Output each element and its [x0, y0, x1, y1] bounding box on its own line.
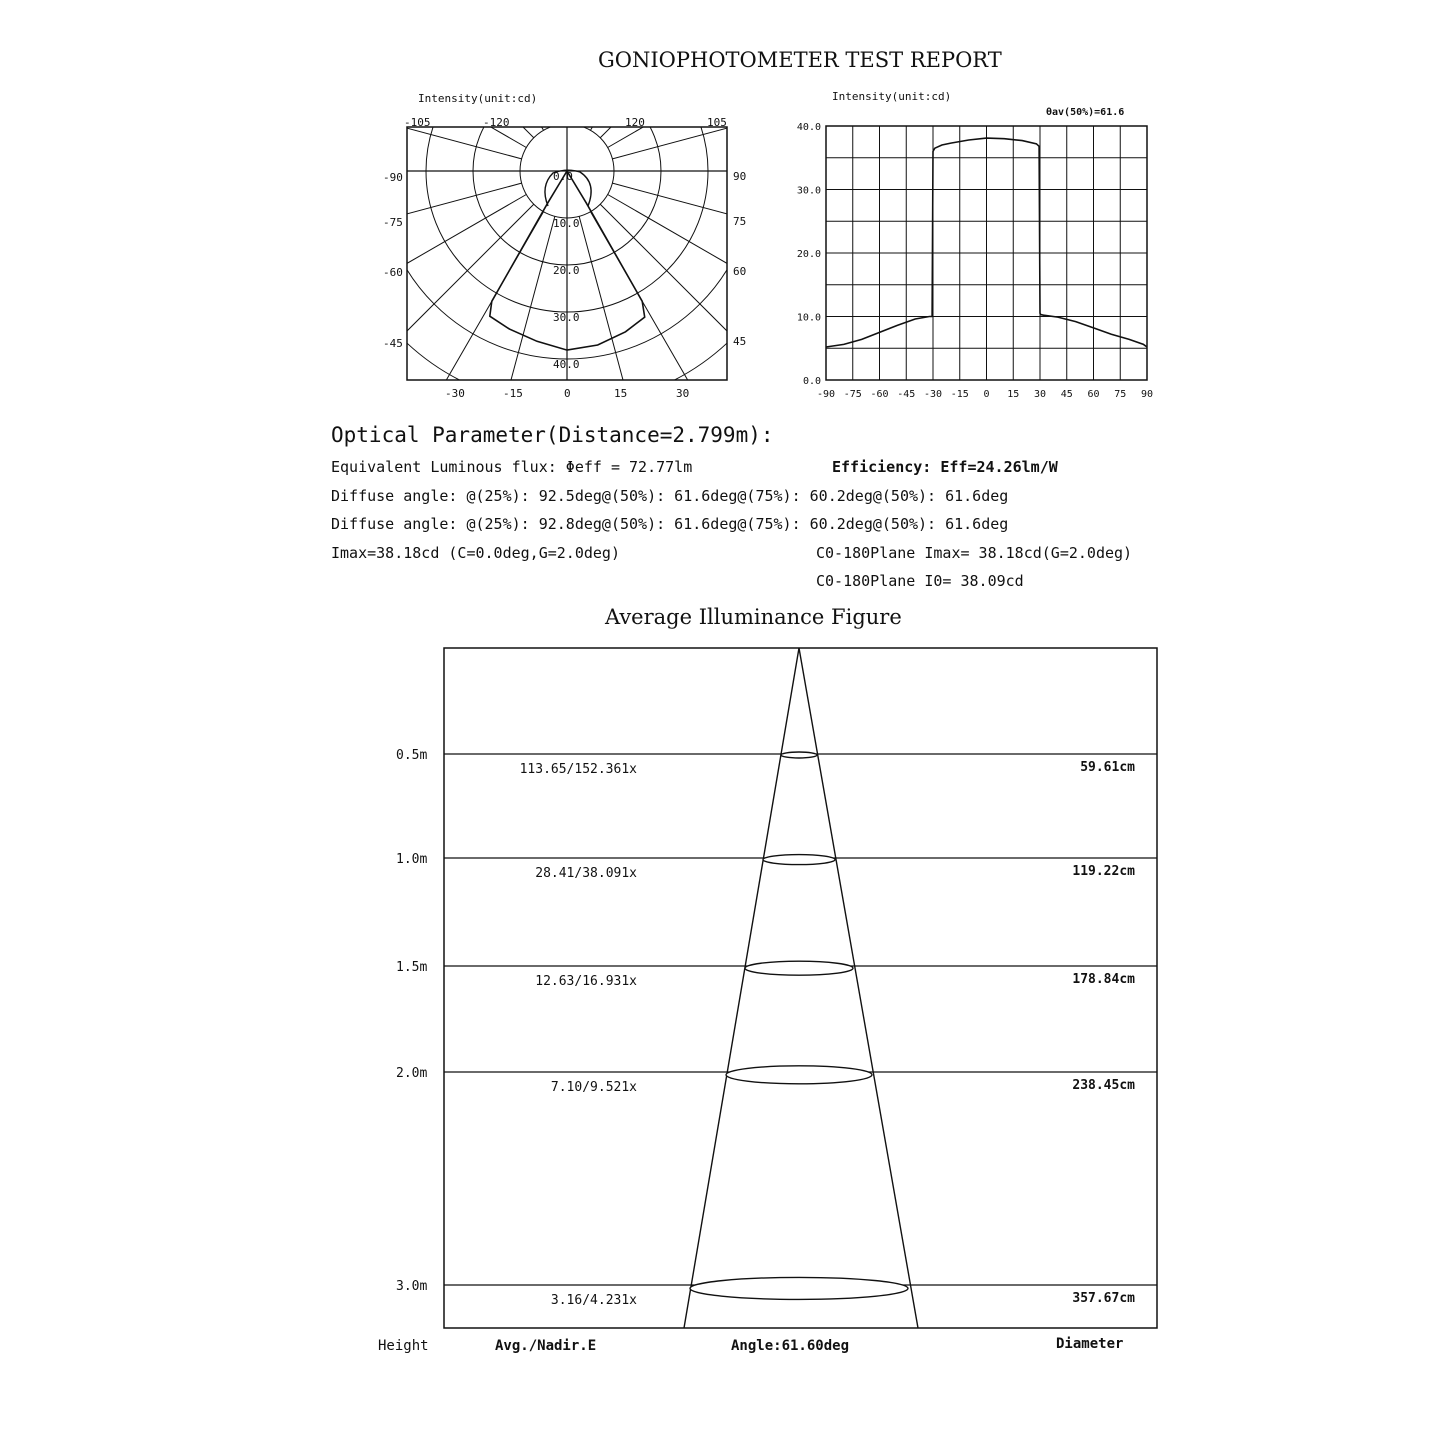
x-tick-label: -75 [843, 389, 862, 400]
illuminance-ellipse [690, 1277, 908, 1299]
diameter-value: 119.22cm [1072, 864, 1135, 879]
avg-nadir-value: 7.10/9.521x [550, 1080, 637, 1095]
diameter-value: 59.61cm [1080, 760, 1135, 775]
y-tick-label: 10.0 [796, 312, 821, 324]
diameter-value: 357.67cm [1072, 1291, 1135, 1306]
avg-nadir-value: 3.16/4.231x [550, 1293, 637, 1308]
avg-nadir-value: 28.41/38.091x [535, 866, 637, 881]
x-tick-label: -60 [870, 389, 889, 400]
polar-top-label: 120 [625, 116, 645, 129]
polar-left-label: -45 [383, 337, 403, 350]
polar-left-label: -60 [383, 266, 403, 279]
cone-right-edge [799, 648, 918, 1328]
x-tick-label: -30 [923, 389, 943, 400]
diameter-value: 238.45cm [1072, 1078, 1135, 1093]
footer-diameter-label: Diameter [1056, 1336, 1124, 1352]
polar-radial-label: 10.0 [553, 217, 580, 230]
height-label: 3.0m [396, 1279, 428, 1294]
polar-top-label: 105 [707, 116, 727, 129]
illuminance-ellipse [781, 752, 817, 758]
illuminance-ellipse [745, 961, 853, 975]
x-tick-label: -45 [897, 389, 916, 400]
polar-top-label: -120 [483, 116, 510, 129]
cone-left-edge [684, 648, 799, 1328]
plane-i0-line: C0-180Plane I0= 38.09cd [816, 572, 1024, 590]
x-tick-label: 45 [1060, 389, 1073, 400]
diffuse-angle-line-2: Diffuse angle: @(25%): 92.8deg@(50%): 61.6deg@(75%): 60.2deg@(50%): 61.6deg [331, 515, 1009, 533]
polar-radial-label: 20.0 [553, 264, 580, 277]
height-label: 1.5m [396, 960, 428, 975]
x-tick-label: 90 [1140, 389, 1154, 400]
polar-right-label: 45 [733, 335, 747, 348]
y-tick-label: 30.0 [796, 185, 821, 197]
polar-bottom-label: 0 [564, 387, 571, 400]
line-chart-title: Intensity(unit:cd) [832, 90, 952, 103]
polar-bottom-label: 15 [614, 387, 628, 400]
optical-heading: Optical Parameter(Distance=2.799m): [331, 423, 774, 447]
height-label: 1.0m [396, 852, 428, 867]
polar-right-label: 90 [733, 170, 747, 183]
y-tick-label: 20.0 [796, 249, 821, 260]
polar-radial-label: 40.0 [553, 358, 580, 371]
y-tick-label: 40.0 [796, 122, 821, 133]
polar-bottom-label: -15 [503, 387, 523, 400]
y-tick-label: 0.0 [802, 376, 821, 387]
illuminance-title: Average Illuminance Figure [605, 605, 902, 629]
diameter-value: 178.84cm [1072, 972, 1135, 987]
x-tick-label: 0 [983, 389, 990, 400]
imax-line: Imax=38.18cd (C=0.0deg,G=2.0deg) [331, 544, 620, 562]
report-title: GONIOPHOTOMETER TEST REPORT [598, 48, 1002, 72]
x-tick-label: 30 [1033, 389, 1047, 400]
polar-bottom-label: 30 [676, 387, 690, 400]
x-tick-label: 15 [1007, 389, 1020, 400]
x-tick-label: -90 [816, 389, 836, 400]
diffuse-angle-line-1: Diffuse angle: @(25%): 92.5deg@(50%): 61.6deg@(75%): 60.2deg@(50%): 61.6deg [331, 487, 1009, 505]
polar-right-label: 75 [733, 215, 747, 228]
polar-radial-label: 30.0 [553, 311, 580, 324]
illuminance-ellipse [726, 1066, 872, 1084]
polar-top-label: -105 [404, 116, 431, 129]
beam-angle-annotation: θav(50%)=61.6 [1046, 107, 1125, 118]
polar-right-label: 60 [733, 265, 747, 278]
polar-chart-title: Intensity(unit:cd) [418, 92, 538, 105]
polar-bottom-label: -30 [445, 387, 465, 400]
footer-avg-label: Avg./Nadir.E [495, 1338, 597, 1354]
polar-left-label: -75 [383, 216, 403, 229]
illuminance-ellipse [763, 855, 835, 865]
height-label: 0.5m [396, 748, 428, 763]
polar-radial-label: 0.0 [553, 170, 573, 183]
luminous-flux-line: Equivalent Luminous flux: Φeff = 72.77lm [331, 458, 693, 476]
efficiency-line: Efficiency: Eff=24.26lm/W [832, 458, 1058, 476]
x-tick-label: -15 [950, 389, 969, 400]
x-tick-label: 75 [1114, 389, 1127, 400]
height-label: 2.0m [396, 1066, 428, 1081]
x-tick-label: 60 [1087, 389, 1100, 400]
avg-nadir-value: 12.63/16.931x [535, 974, 637, 989]
footer-angle-label: Angle:61.60deg [731, 1338, 850, 1354]
avg-nadir-value: 113.65/152.361x [519, 762, 637, 777]
plane-imax-line: C0-180Plane Imax= 38.18cd(G=2.0deg) [816, 544, 1133, 562]
polar-left-label: -90 [383, 171, 403, 184]
footer-height-label: Height [378, 1338, 429, 1354]
